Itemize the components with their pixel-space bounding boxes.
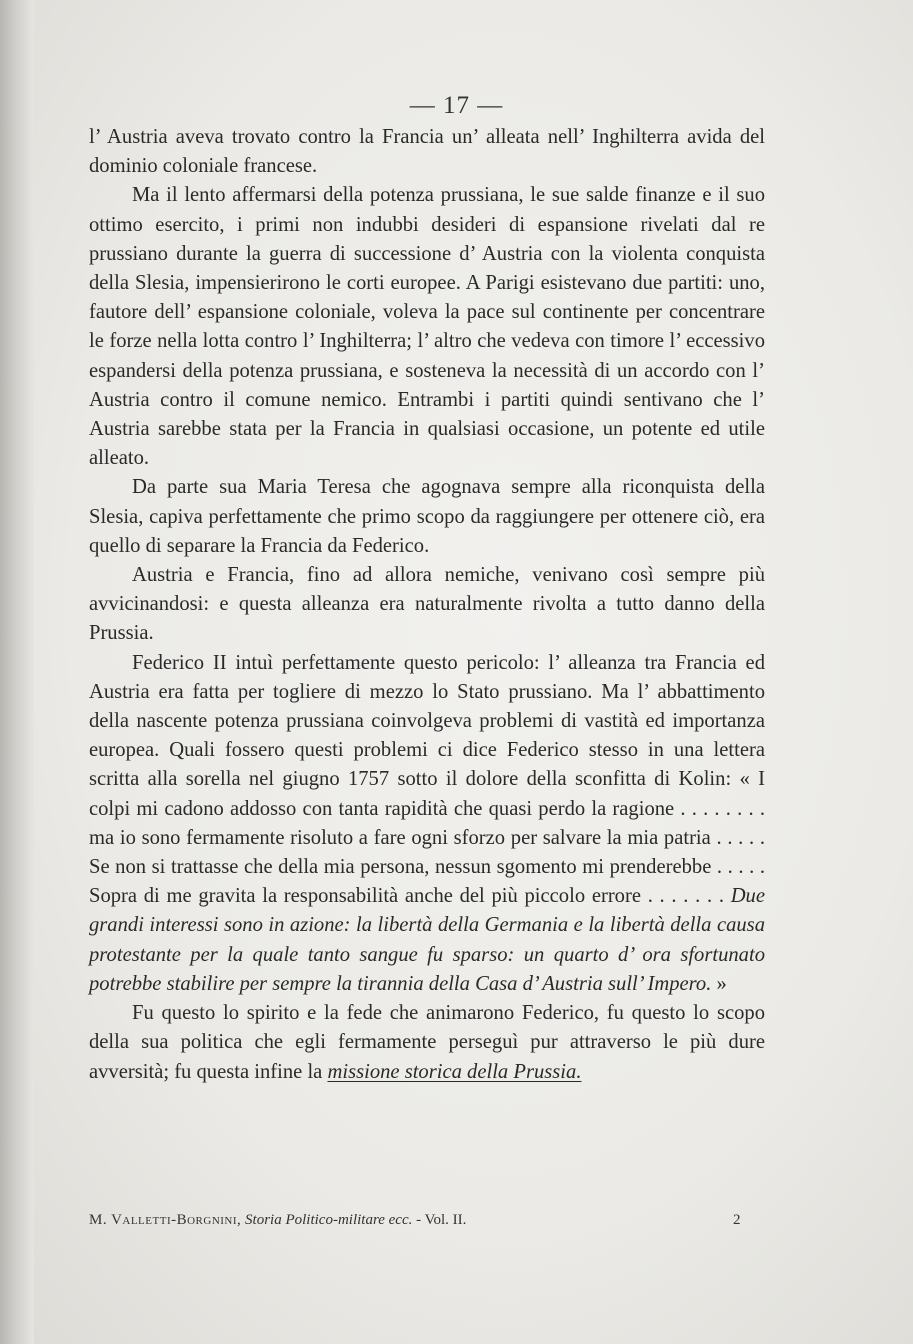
footer-title: Storia Politico-militare ecc.: [245, 1212, 413, 1228]
text-segment: l’ Austria aveva trovato contro la Francia un’ alleata nell’ Inghilterra avida del dominio coloniale francese.: [89, 126, 765, 178]
italic-text-segment: Due grandi interessi sono in azione: la libertà della Germania e la libertà della causa protestante per la quale tanto sangue fu sparso: un quarto d’ ora sfortunato potrebbe stabilire per sempre la tirannia della Casa d’ Austria sull’ Impero.: [89, 885, 765, 995]
text-segment: Federico II intuì perfettamente questo pericolo: l’ alleanza tra Francia ed Austria era fatta per togliere di mezzo lo Stato prussiano. Ma l’ abbattimento della nascente potenza prussiana coinvolgeva problemi di vastità ed importanza europea. Quali fossero questi problemi ci dice Federico stesso in una lettera scritta alla sorella nel giugno 1757 sotto il dolore della sconfitta di Kolin: « I colpi mi cadono addosso con tanta rapidità che quasi perdo la ragione . . . . . . . . ma io sono fermamente risoluto a fare ogni sforzo per salvare la mia patria . . . . . Se non si trattasse che della mia persona, nessun sgomento mi prenderebbe . . . . . Sopra di me gravita la responsabilità anche del più piccolo errore . . . . . . .: [89, 651, 765, 908]
text-segment: Fu questo lo spirito e la fede che animarono Federico, fu questo lo scopo della sua politica che egli fermamente perseguì pur attraverso le più dure avversità; fu questa infine la: [89, 1002, 765, 1083]
footer-citation: [89, 1212, 749, 1229]
paragraph: [89, 999, 765, 1087]
text-segment: Ma il lento affermarsi della potenza prussiana, le sue salde finanze e il suo ottimo esercito, i primi non indubbi desideri di espansione rivelati dal re prussiano durante la guerra di successione d’ Austria con la violenta conquista della Slesia, impensierirono le corti europee. A Parigi esistevano due partiti: uno, fautore dell’ espansione coloniale, voleva la pace sul continente per concentrare le forze nella lotta contro l’ Inghilterra; l’ altro che vedeva con timore l’ eccessivo espandersi della potenza prussiana, e sosteneva la necessità di un accordo con l’ Austria contro il comune nemico. Entrambi i partiti quindi sentivano che l’ Austria sarebbe stata per la Francia in qualsiasi occasione, un potente ed utile alleato.: [89, 184, 765, 470]
text-segment: Da parte sua Maria Teresa che agognava sempre alla riconquista della Slesia, capiva perfettamente che primo scopo da raggiungere per ottenere ciò, era quello di separare la Francia da Federico.: [89, 476, 765, 557]
binding-gutter-shadow: [0, 0, 34, 1344]
body-text: [89, 123, 765, 1087]
footer-volume: - Vol. II.: [416, 1212, 467, 1228]
paragraph: [89, 649, 765, 999]
paragraph: [89, 123, 765, 181]
paragraph: [89, 561, 765, 649]
text-segment: »: [711, 972, 727, 995]
paragraph: [89, 181, 765, 473]
page-number: — 17 —: [409, 92, 504, 119]
footer-sheet-number: 2: [733, 1212, 741, 1228]
text-segment: Austria e Francia, fino ad allora nemiche, venivano così sempre più avvicinandosi: e questa alleanza era naturalmente rivolta a tutto danno della Prussia.: [89, 564, 765, 645]
footer-author: M. Valletti-Borgnini,: [89, 1212, 242, 1228]
italic-text-segment: missione storica della Prussia.: [327, 1060, 582, 1083]
paragraph: [89, 473, 765, 561]
